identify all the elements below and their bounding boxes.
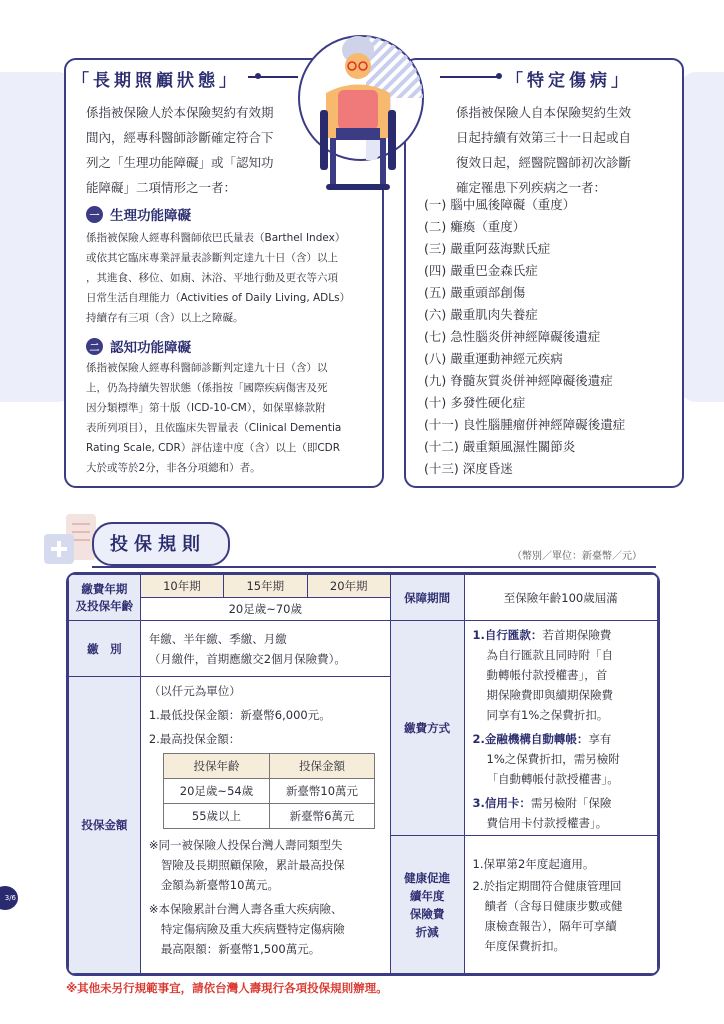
title-connector-right	[440, 76, 500, 78]
amount-label: 投保金額	[69, 677, 141, 974]
list-item: (八) 嚴重運動神經元疾病	[424, 351, 563, 366]
specific-injury-title: 「特定傷病」	[506, 71, 632, 91]
long-term-care-title: 「長期照顧狀態」	[72, 71, 240, 91]
list-item: (十三) 深度昏迷	[424, 461, 513, 476]
rules-table	[68, 574, 658, 974]
list-item: (五) 嚴重頭部創傷	[424, 285, 526, 300]
wheelchair-elder-illustration	[296, 28, 426, 198]
age-table-header: 投保年齡	[163, 754, 269, 779]
rules-table-wrapper	[66, 572, 660, 976]
right-background-band	[680, 72, 724, 402]
list-item: (三) 嚴重阿茲海默氏症	[424, 241, 551, 256]
age-range: 20足歲~70歲	[228, 602, 302, 616]
cognitive-disability-text: 係指被保險人經專科醫師診斷判定達九十日（含）以 上，仍為持續失智狀態（係指按「國際疾病傷害及死 因分類標準」第十版（ICD-10-CM），如保單條款附 表所列項目），且依臨床失智量表（Clinical Dementia Rating Scale, CDR）評估達中度（含）以上（即CDR 大於或等於2分，非各分項總和）者。	[86, 362, 342, 474]
list-item: (十一) 良性腦腫瘤併神經障礙後遺症	[424, 417, 626, 432]
period-15: 15年期	[223, 575, 307, 598]
specific-injury-list	[424, 194, 674, 480]
long-term-care-intro: 係指被保險人於本保險契約有效期 間內，經專科醫師診斷確定符合下 列之「生理功能障礙」或「認知功 能障礙」二項情形之一者：	[86, 105, 274, 195]
connector-dot-right	[496, 73, 502, 79]
specific-injury-intro: 係指被保險人自本保險契約生效 日起持續有效第三十一日起或自 復效日起，經醫院醫師初次診斷 確定罹患下列疾病之一者：	[456, 105, 632, 195]
payment-method-value: 1.自行匯款：若首期保險費 為自行匯款且同時附「自 動轉帳付款授權書」，首 期保險費即與續期保險費 同享有1%之保費折扣。 2.金融機構自動轉帳：享有 1%之保費折扣，需另檢附 「自動轉帳付款授權書」。 3.信用卡：需另檢附「保險 費信用卡付款授權書」。	[464, 621, 657, 836]
list-item: (七) 急性腦炎併神經障礙後遺症	[424, 329, 601, 344]
health-promo-label: 健康促進 續年度 保險費 折減	[390, 836, 464, 974]
page-number-badge: 3/6	[0, 886, 18, 910]
rules-icon	[40, 512, 100, 568]
period-20: 20年期	[307, 575, 390, 598]
payment-method-label: 繳費方式	[390, 621, 464, 836]
left-background-band	[0, 72, 74, 402]
coverage-value: 至保險年齡100歲屆滿	[464, 575, 657, 621]
table-row: 55歲以上 新臺幣6萬元	[163, 804, 374, 829]
payment-mode-value: 年繳、半年繳、季繳、月繳 （月繳件，首期應繳交2個月保險費）。	[140, 621, 390, 677]
list-item: (一) 腦中風後障礙（重度）	[424, 197, 576, 212]
number-one-badge: 一	[86, 206, 103, 223]
coverage-label: 保障期間	[390, 575, 464, 621]
list-item: (九) 脊髓灰質炎併神經障礙後遺症	[424, 373, 613, 388]
age-amount-table	[163, 753, 375, 829]
amount-value: （以仟元為單位） 1.最低投保金額：新臺幣6,000元。 2.最高投保金額： 投保年齡 投保金額 20足歲~54歲 新臺幣10萬元 55歲以上 新臺幣6萬元 ※同一被保險人投保台灣人壽同類型失 智險及長期照顧保險，累計最高投保 金額為新臺幣10萬元。 ※本保險累計台灣人壽各重大疾病險、 特定傷病險及重大疾病暨特定傷病險 最高限額：新臺幣1,500萬元。	[140, 677, 390, 974]
cognitive-disability-heading: 二 認知功能障礙	[86, 336, 191, 356]
number-two-badge: 二	[86, 338, 103, 355]
list-item: (十二) 嚴重類風濕性關節炎	[424, 439, 576, 454]
payment-mode-label: 繳 別	[69, 621, 141, 677]
period-age-label: 繳費年期 及投保年齡	[69, 575, 141, 621]
rules-title: 投保規則	[110, 534, 206, 555]
list-item: (六) 嚴重肌肉失養症	[424, 307, 538, 322]
health-promo-value: 1.保單第2年度起適用。 2.於指定期間符合健康管理回 饋者（含每日健康步數或健 康檢查報告），隔年可享續 年度保費折扣。	[464, 836, 657, 974]
connector-dot-left	[255, 73, 261, 79]
physical-disability-text: 係指被保險人經專科醫師依巴氏量表（Barthel Index） 或依其它臨床專業評量表診斷判定達九十日（含）以上 ，其進食、移位、如廁、沐浴、平地行動及更衣等六項 日常生活自理能力（Activities of Daily Living, ADLs） 持續存有三項（含）以上之障礙。	[86, 232, 351, 324]
table-row: 20足歲~54歲 新臺幣10萬元	[163, 779, 374, 804]
age-table-header: 投保金額	[270, 754, 375, 779]
currency-note: （幣別／單位：新臺幣／元）	[512, 551, 642, 562]
physical-disability-heading: 一 生理功能障礙	[86, 204, 191, 224]
list-item: (十) 多發性硬化症	[424, 395, 526, 410]
list-item: (四) 嚴重巴金森氏症	[424, 263, 538, 278]
rules-underline	[92, 566, 656, 568]
period-age-cell	[140, 575, 390, 621]
list-item: (二) 癱瘓（重度）	[424, 219, 526, 234]
period-10: 10年期	[141, 575, 224, 598]
footer-note: ※其他未另行規範事宜，請依台灣人壽現行各項投保規則辦理。	[66, 981, 388, 995]
